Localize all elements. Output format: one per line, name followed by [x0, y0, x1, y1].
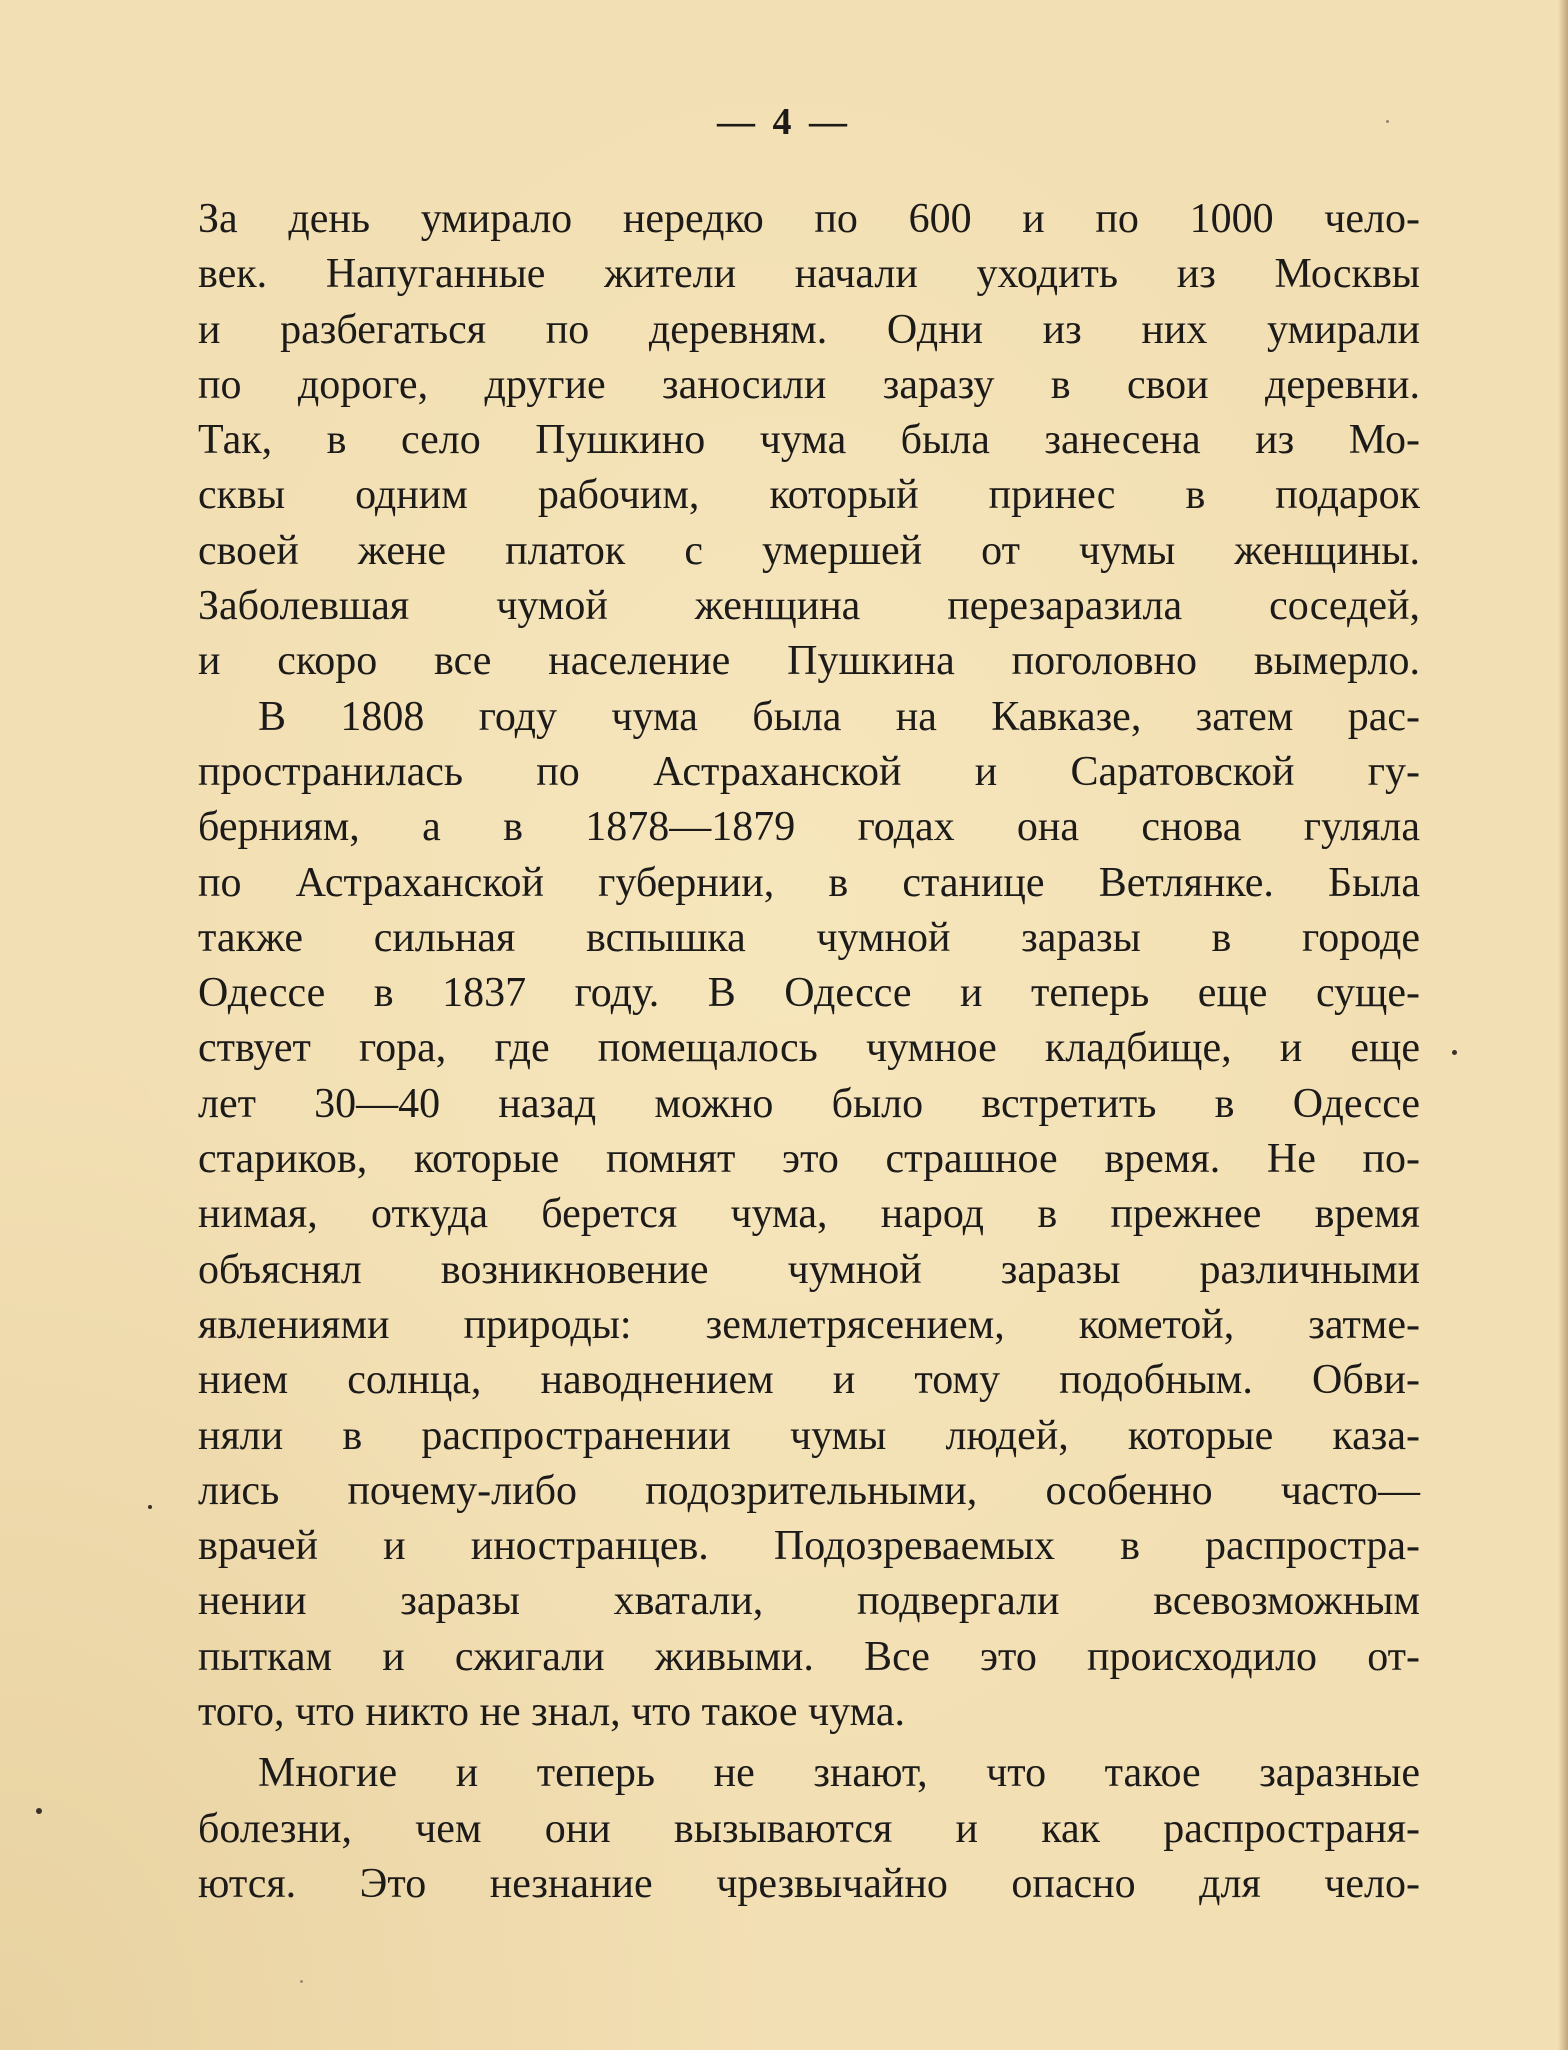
text-line: объяснял возникновение чумной заразы различными — [198, 1246, 1420, 1293]
paper-speck — [148, 1505, 152, 1509]
text-line: ствует гора, где помещалось чумное кладбище, и еще — [198, 1025, 1420, 1072]
text-line: явлениями природы: землетрясением, кометой, затме- — [198, 1301, 1420, 1348]
text-line: по дороге, другие заносили заразу в свои деревни. — [198, 361, 1420, 408]
text-line: по Астраханской губернии, в станице Ветлянке. Была — [198, 859, 1420, 906]
text-line: лет 30—40 назад можно было встретить в Одессе — [198, 1080, 1420, 1127]
paper-speck — [1452, 1050, 1457, 1055]
text-line: век. Напуганные жители начали уходить из Москвы — [198, 251, 1420, 298]
text-line: своей жене платок с умершей от чумы женщины. — [198, 527, 1420, 574]
page-number: — 4 — — [717, 101, 851, 143]
text-line: и скоро все население Пушкина поголовно вымерло. — [198, 638, 1420, 685]
body-text — [198, 192, 1420, 1912]
paragraph-end-line: того, что никто не знал, что такое чума. — [198, 1689, 906, 1736]
text-line: пыткам и сжигали живыми. Все это происходило от- — [198, 1633, 1420, 1680]
paragraph-start-line: Многие и теперь не знают, что такое заразные — [258, 1750, 1420, 1797]
text-line: болезни, чем они вызываются и как распространя- — [198, 1805, 1420, 1852]
text-line: также сильная вспышка чумной заразы в городе — [198, 914, 1420, 961]
text-line: нении заразы хватали, подвергали всевозможным — [198, 1578, 1420, 1625]
text-line: врачей и иностранцев. Подозреваемых в распростра- — [198, 1523, 1420, 1570]
text-line: пространилась по Астраханской и Саратовской гу- — [198, 748, 1420, 795]
text-line: Одессе в 1837 году. В Одессе и теперь еще суще- — [198, 970, 1420, 1017]
paragraph-start-line: В 1808 году чума была на Кавказе, затем рас- — [258, 693, 1420, 740]
text-line: лись почему-либо подозрительными, особенно часто— — [198, 1467, 1420, 1514]
paper-speck — [300, 1980, 303, 1983]
text-line: сквы одним рабочим, который принес в подарок — [198, 472, 1420, 519]
text-line: Так, в село Пушкино чума была занесена из Мо- — [198, 417, 1420, 464]
paper-speck — [1386, 120, 1389, 123]
page-edge-shadow — [1558, 0, 1568, 2050]
text-line: нием солнца, наводнением и тому подобным. Обви- — [198, 1357, 1420, 1404]
text-line: няли в распространении чумы людей, которые каза- — [198, 1412, 1420, 1459]
text-line: нимая, откуда берется чума, народ в прежнее время — [198, 1191, 1420, 1238]
text-line: берниям, а в 1878—1879 годах она снова гуляла — [198, 804, 1420, 851]
text-line: и разбегаться по деревням. Одни из них умирали — [198, 306, 1420, 353]
text-line: ются. Это незнание чрезвычайно опасно для чело- — [198, 1860, 1420, 1907]
paper-speck — [36, 1808, 42, 1814]
text-line: стариков, которые помнят это страшное время. Не по- — [198, 1136, 1420, 1183]
text-line: Заболевшая чумой женщина перезаразила соседей, — [198, 583, 1420, 630]
text-line: За день умирало нередко по 600 и по 1000 чело- — [198, 196, 1420, 242]
